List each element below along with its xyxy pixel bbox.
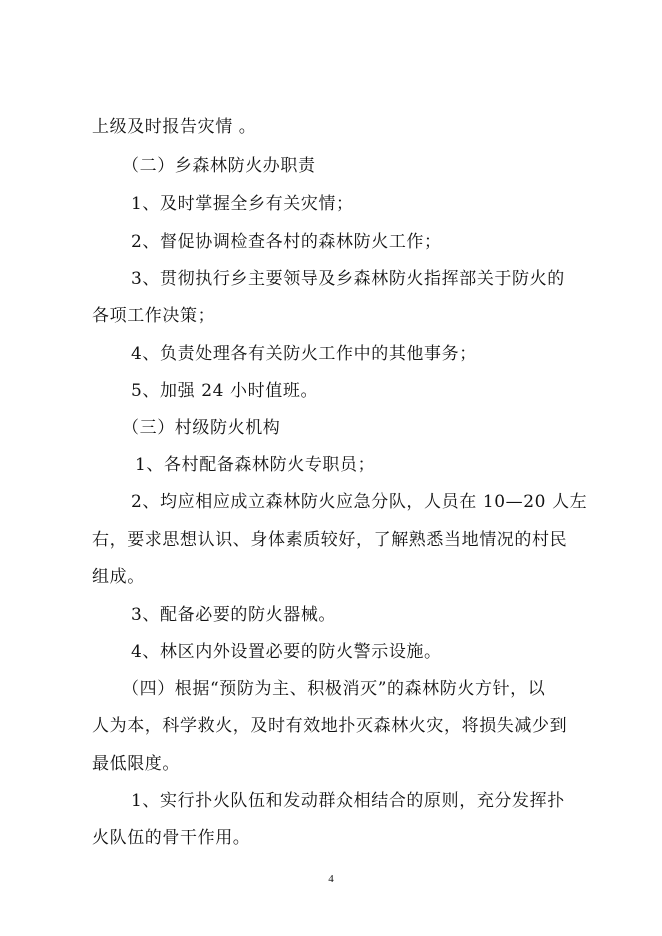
text-line-6: 各项工作决策；: [92, 306, 216, 326]
text-line-11: 2、均应相应成立森林防火应急分队，人员在 10—20 人左: [131, 492, 588, 512]
text-line-1: 上级及时报告灾情 。: [92, 117, 257, 137]
text-line-3: 1、及时掌握全乡有关灾情；: [131, 194, 354, 214]
text-line-4: 2、督促协调检查各村的森林防火工作；: [131, 232, 442, 252]
section-heading-3: （三）村级防火机构: [122, 418, 281, 438]
text-line-12: 右，要求思想认识、身体素质较好，了解熟悉当地情况的村民: [92, 530, 568, 550]
text-line-8: 5、加强 24 小时值班。: [131, 381, 319, 401]
text-line-18: 最低限度。: [92, 754, 180, 774]
text-line-5: 3、贯彻执行乡主要领导及乡森林防火指挥部关于防火的: [131, 269, 565, 289]
text-line-19: 1、实行扑火队伍和发动群众相结合的原则，充分发挥扑: [131, 791, 565, 811]
section-heading-4: （四）根据“预防为主、积极消灭”的森林防火方针，以: [122, 679, 546, 699]
section-heading-2: （二）乡森林防火办职责: [122, 156, 316, 176]
text-line-20: 火队伍的骨干作用。: [92, 828, 251, 848]
text-line-15: 4、林区内外设置必要的防火警示设施。: [131, 642, 442, 662]
text-line-17: 人为本，科学救火，及时有效地扑灭森林火灾，将损失减少到: [92, 716, 568, 736]
page-number: 4: [328, 873, 334, 885]
text-line-10: 1、各村配备森林防火专职员；: [135, 455, 376, 475]
text-line-7: 4、负责处理各有关防火工作中的其他事务；: [131, 344, 477, 364]
text-line-13: 组成。: [92, 567, 145, 587]
text-line-14: 3、配备必要的防火器械。: [131, 605, 337, 625]
